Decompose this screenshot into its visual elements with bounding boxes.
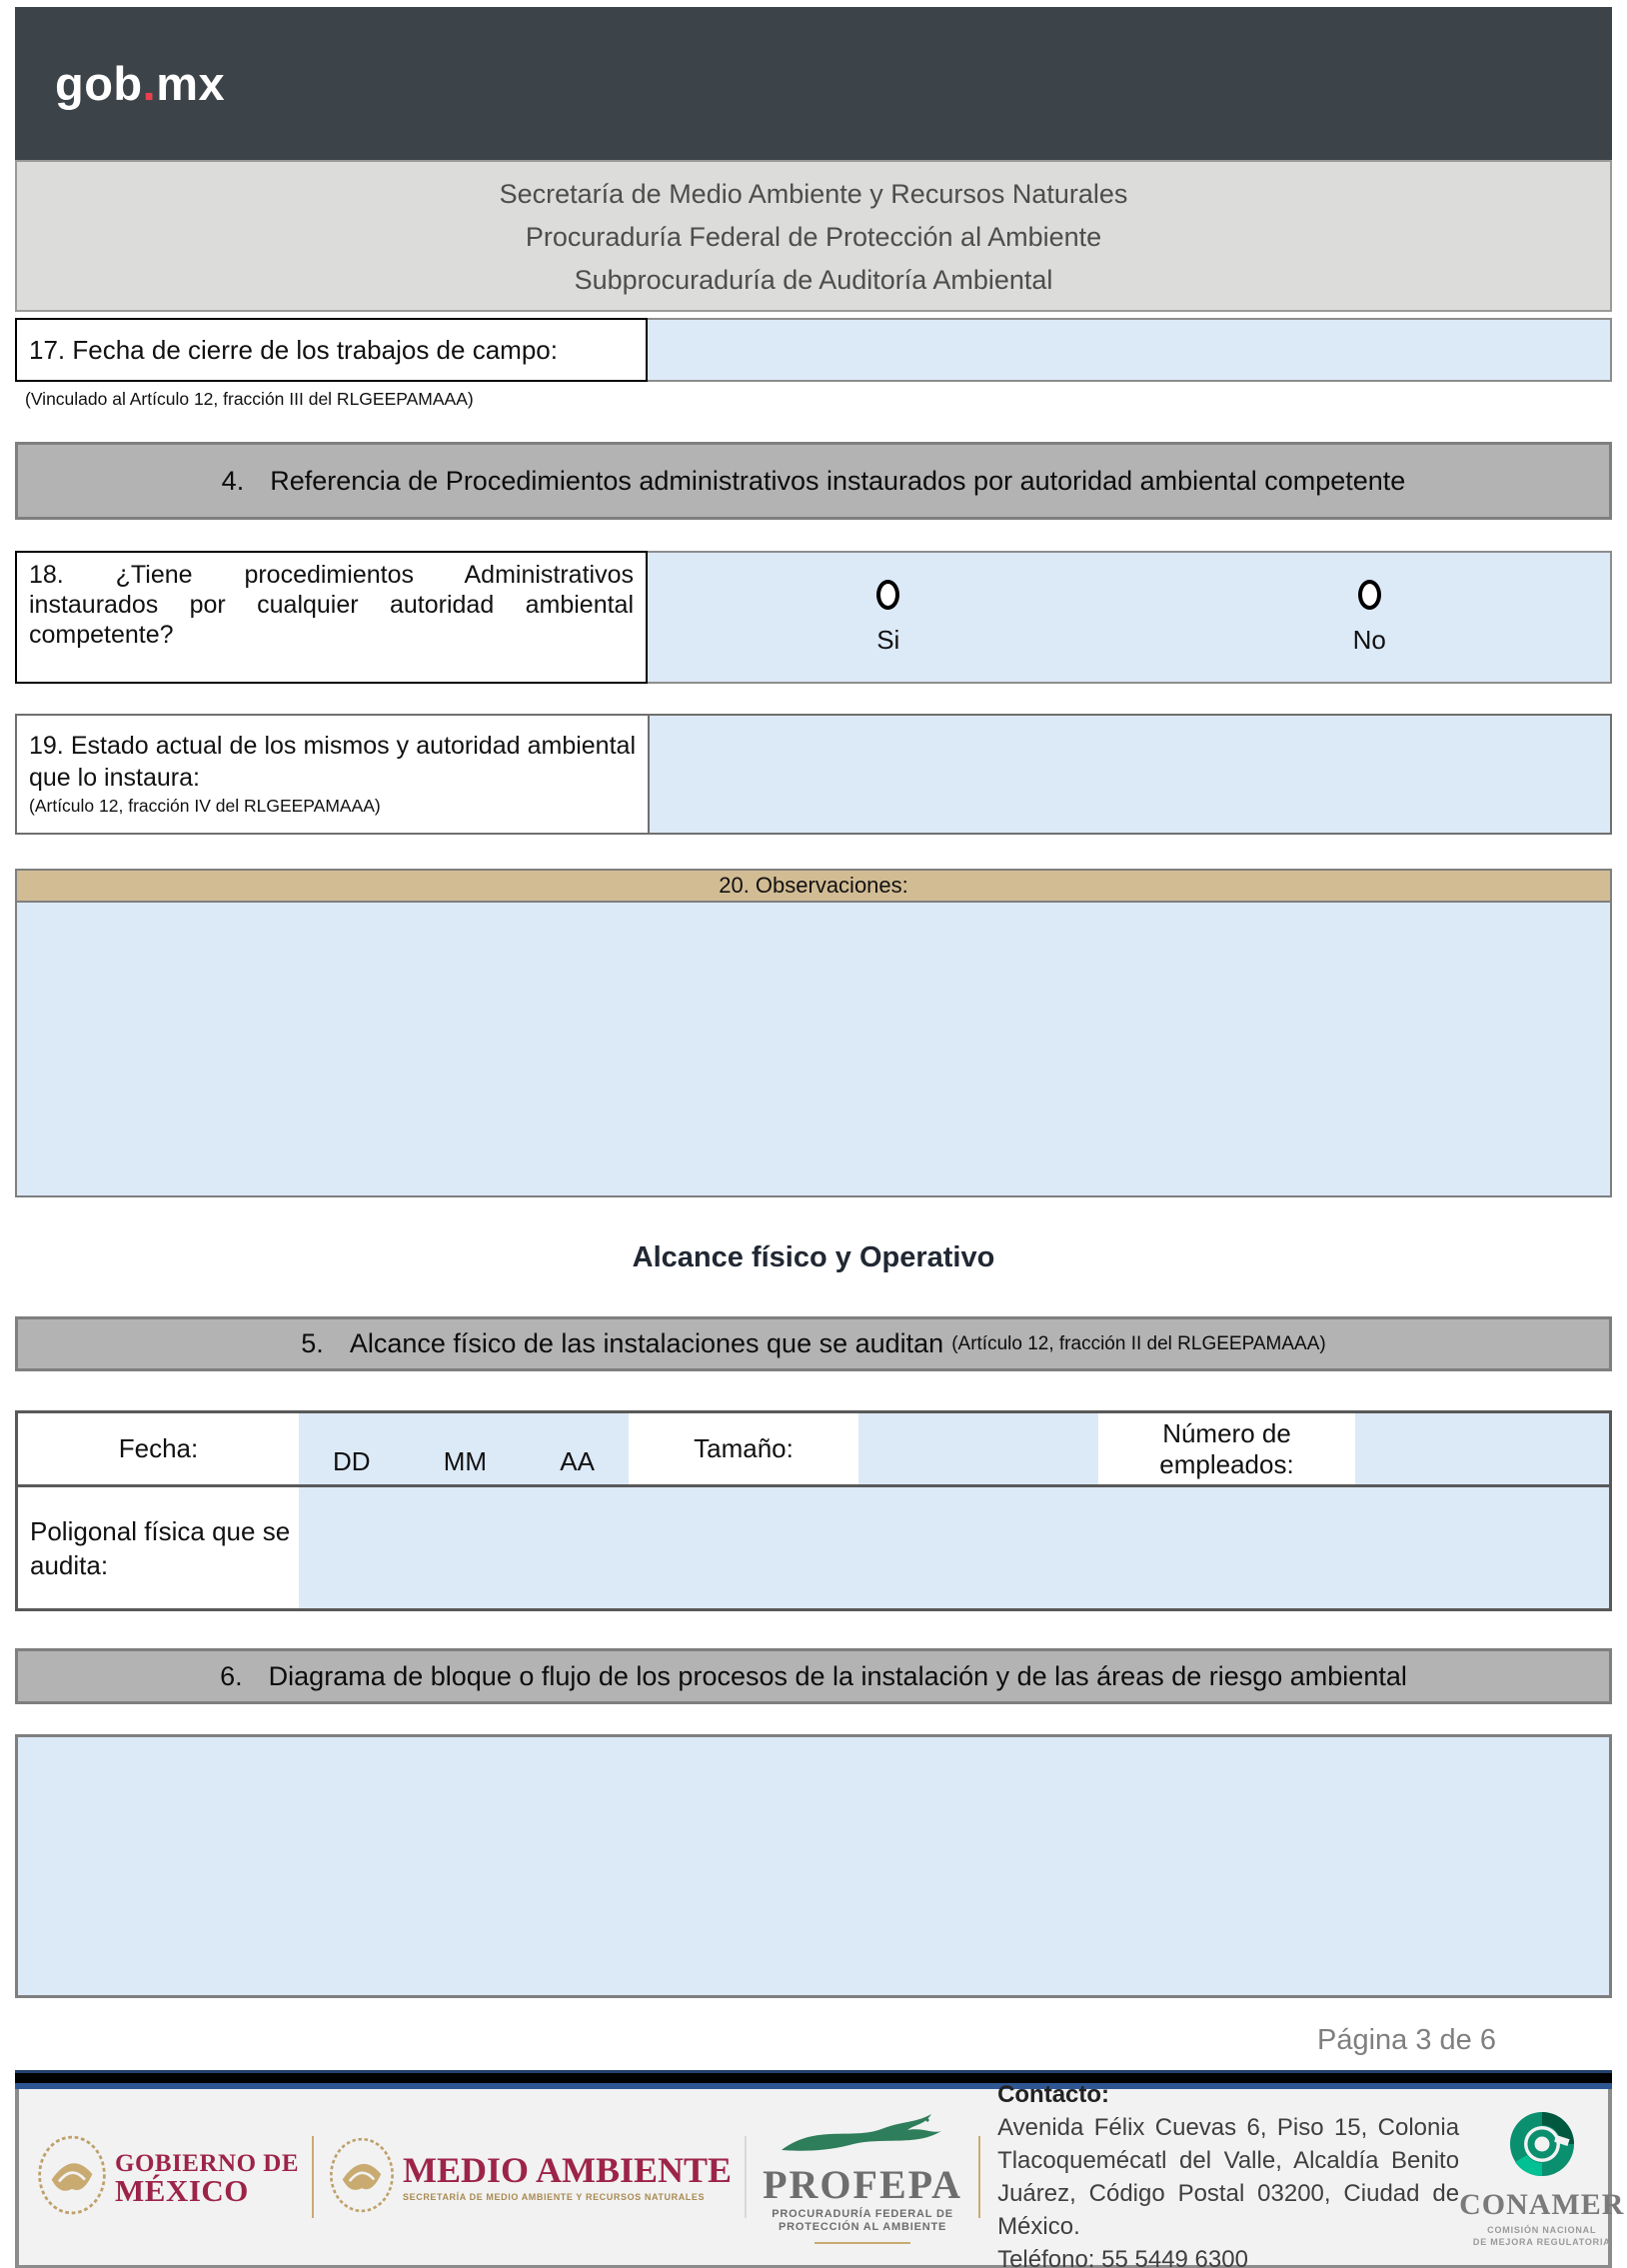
conamer-subtitle-line1: COMISIÓN NACIONAL: [1487, 2224, 1597, 2235]
fecha-input[interactable]: [299, 1413, 629, 1484]
profepa-title: PROFEPA: [763, 2162, 963, 2207]
section-4-number: 4.: [221, 466, 245, 496]
field-19-row: [15, 714, 1612, 835]
field-18-options: [648, 551, 1612, 684]
diagram-textarea[interactable]: [15, 1734, 1612, 1998]
org-line-secretaria: Secretaría de Medio Ambiente y Recursos Naturales: [499, 179, 1128, 209]
org-line-subprocuraduria: Subprocuraduría de Auditoría Ambiental: [574, 265, 1053, 295]
field-20-textarea[interactable]: [17, 903, 1610, 1195]
page-subtitle: Alcance físico y Operativo: [632, 1241, 995, 1273]
conamer-subtitle-line2: DE MEJORA REGULATORIA: [1472, 2236, 1611, 2247]
page-number: Página 3 de 6: [1317, 2024, 1496, 2056]
option-si: [648, 553, 1129, 682]
radio-si-label: Si: [876, 624, 900, 655]
footer-divider-2: [745, 2136, 747, 2218]
field-17-note: (Vinculado al Artículo 12, fracción III del RLGEEPAMAAA): [25, 389, 474, 409]
section-5-title: Alcance físico de las instalaciones que se auditan: [349, 1328, 944, 1358]
field-18-row: [15, 551, 1612, 684]
section-4-title: Referencia de Procedimientos administrativos instaurados por autoridad ambiental competente: [270, 466, 1406, 496]
field-19-label-text: 19. Estado actual de los mismos y autoridad ambiental que lo instaura:: [29, 732, 636, 792]
gov-header: [15, 7, 1612, 160]
footer-divider-1: [312, 2136, 314, 2218]
field-17-row: [15, 318, 1612, 382]
gobmx-logo-dot: .: [142, 57, 157, 110]
section-4-header: [15, 442, 1612, 520]
org-line-procuraduria: Procuraduría Federal de Protección al Ambiente: [525, 222, 1102, 252]
fecha-label: Fecha:: [18, 1413, 299, 1484]
conamer-title: CONAMER: [1459, 2187, 1625, 2221]
gobmx-logo-post: mx: [156, 57, 226, 110]
empleados-label: Número de empleados:: [1098, 1413, 1355, 1484]
section-5-header: [15, 1316, 1612, 1371]
medio-ambiente-title: MEDIO AMBIENTE: [403, 2150, 733, 2190]
field-17-label: 17. Fecha de cierre de los trabajos de campo:: [15, 318, 648, 382]
gobierno-mexico-logo: [35, 2132, 299, 2223]
footer: [15, 2081, 1625, 2268]
field-19-input[interactable]: [650, 716, 1610, 833]
radio-si-icon[interactable]: [876, 580, 899, 610]
option-no: [1129, 553, 1611, 682]
alcance-table: [15, 1410, 1612, 1611]
section-5-note: (Artículo 12, fracción II del RLGEEPAMAAA): [951, 1332, 1326, 1354]
fecha-mm-label: MM: [443, 1446, 488, 1476]
tamano-input[interactable]: [858, 1413, 1098, 1484]
field-20-label: 20. Observaciones:: [17, 871, 1610, 903]
empleados-input[interactable]: [1355, 1413, 1609, 1484]
alcance-row-poligonal: [18, 1487, 1609, 1608]
profepa-underline: [814, 2242, 910, 2244]
poligonal-input[interactable]: [299, 1487, 1609, 1608]
radio-no-icon[interactable]: [1358, 580, 1381, 610]
medio-ambiente-subtitle: SECRETARÍA DE MEDIO AMBIENTE Y RECURSOS NATURALES: [403, 2192, 706, 2202]
contact-address: Avenida Félix Cuevas 6, Piso 15, Colonia Tlacoquemécatl del Valle, Alcaldía Benito Juárez, Código Postal 03200, Ciudad de México.: [997, 2114, 1460, 2240]
conamer-subtitle: [1459, 2224, 1624, 2248]
contact-phone: Teléfono: 55 5449 6300: [997, 2246, 1248, 2268]
field-19-note: (Artículo 12, fracción IV del RLGEEPAMAAA): [29, 796, 381, 816]
footer-divider-3: [978, 2136, 980, 2218]
fecha-dd-label: DD: [333, 1446, 371, 1476]
gobmx-logo-pre: gob: [55, 57, 143, 110]
org-header: [15, 160, 1612, 312]
profepa-logo: [760, 2110, 965, 2244]
eagle-seal-icon: [327, 2133, 397, 2222]
section-6-title: Diagrama de bloque o flujo de los procesos de la instalación y de las áreas de riesgo ambiental: [268, 1660, 1407, 1691]
medio-ambiente-logo: [327, 2133, 732, 2222]
alcance-row-fecha: [18, 1413, 1609, 1487]
gobierno-line2: MÉXICO: [115, 2173, 249, 2208]
field-18-label: 18. ¿Tiene procedimientos Administrativos instaurados por cualquier autoridad ambiental competente?: [15, 551, 648, 684]
fecha-aa-label: AA: [560, 1446, 595, 1476]
gobierno-line1: GOBIERNO DE: [115, 2150, 300, 2177]
poligonal-label: Poligonal física que se audita:: [18, 1487, 299, 1608]
contact-block: [997, 2078, 1459, 2268]
field-20-block: [15, 869, 1612, 1197]
gobmx-logo: [55, 56, 225, 111]
contact-title: Contacto:: [997, 2081, 1110, 2108]
section-5-number: 5.: [301, 1328, 324, 1358]
field-19-label: [17, 716, 650, 833]
radio-no-label: No: [1352, 624, 1386, 655]
conamer-ring-icon: [1505, 2168, 1579, 2185]
section-6-number: 6.: [220, 1660, 243, 1691]
profepa-subtitle: PROCURADURÍA FEDERAL DE PROTECCIÓN AL AMBIENTE: [772, 2208, 953, 2233]
eagle-seal-icon: [35, 2132, 109, 2223]
conamer-logo: [1459, 2107, 1624, 2248]
field-17-input[interactable]: [648, 318, 1612, 382]
section-6-header: [15, 1648, 1612, 1704]
tamano-label: Tamaño:: [629, 1413, 858, 1484]
